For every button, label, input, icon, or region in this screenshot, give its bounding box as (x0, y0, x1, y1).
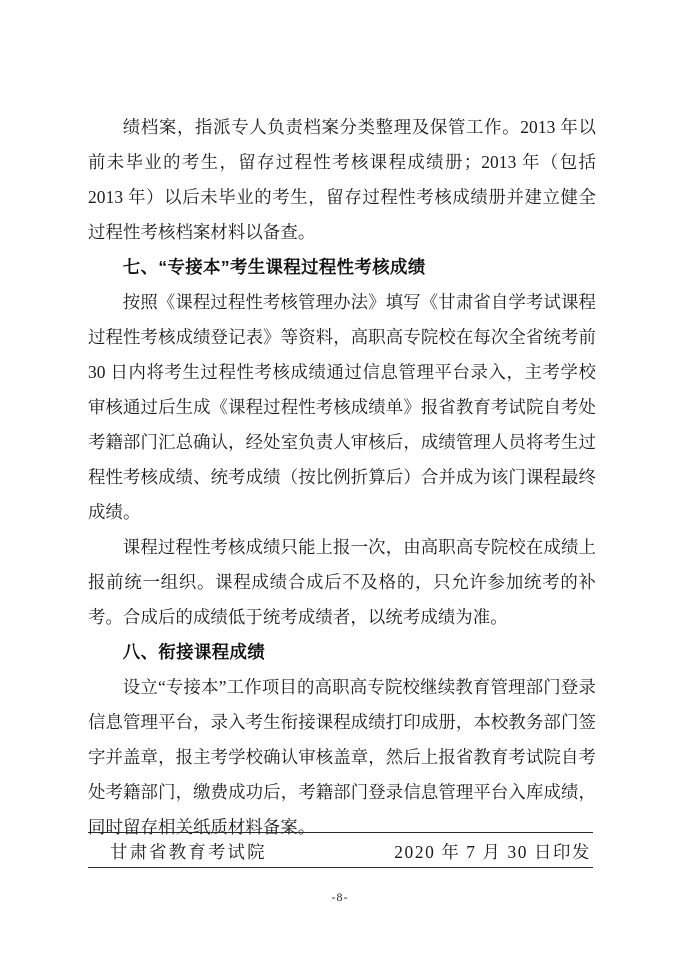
footer-content-row (88, 833, 593, 867)
paragraph-section-seven-procedure: 按照《课程过程性考核管理办法》填写《甘肃省自学考试课程过程性考核成绩登记表》等资料，高职高专院校在每次全省统考前 30 日内将考生过程性考核成绩通过信息管理平台录入，主考学校审核通过后生成《课程过程性考核成绩单》报省教育考试院自考处考籍部门汇总确认，经处室负责人审核后，成绩管理人员将考生过程性考核成绩、统考成绩（按比例折算后）合并成为该门课程最终成绩。 (88, 292, 596, 522)
paragraph-section-eight-procedure: 设立“专接本”工作项目的高职高专院校继续教育管理部门登录信息管理平台，录入考生衔接课程成绩打印成册，本校教务部门签字并盖章，报主考学校确认审核盖章，然后上报省教育考试院自考处考籍部门，缴费成功后，考籍部门登录信息管理平台入库成绩，同时留存相关纸质材料备案。 (88, 677, 596, 837)
heading-section-eight: 八、衔接课程成绩 (122, 642, 266, 662)
footer-rule-bottom (88, 867, 593, 868)
footer-issuer: 甘肃省教育考试院 (110, 841, 267, 862)
paragraph-section-seven-reporting: 课程过程性考核成绩只能上报一次，由高职高专院校在成绩上报前统一组织。课程成绩合成后不及格的，只允许参加统考的补考。合成后的成绩低于统考成绩者，以统考成绩为准。 (88, 537, 596, 627)
paragraph-continuation-archive: 绩档案，指派专人负责档案分类整理及保管工作。2013 年以前未毕业的考生，留存过程性考核课程成绩册；2013 年（包括 2013 年）以后未毕业的考生，留存过程性考核成绩册并建立健全过程性考核档案材料以备查。 (88, 117, 596, 242)
page-footer (88, 832, 593, 868)
footer-issue-date: 2020 年 7 月 30 日印发 (394, 841, 591, 862)
document-body (88, 110, 596, 845)
page-number: -8- (331, 890, 349, 904)
heading-section-seven: 七、“专接本”考生课程过程性考核成绩 (122, 257, 426, 277)
